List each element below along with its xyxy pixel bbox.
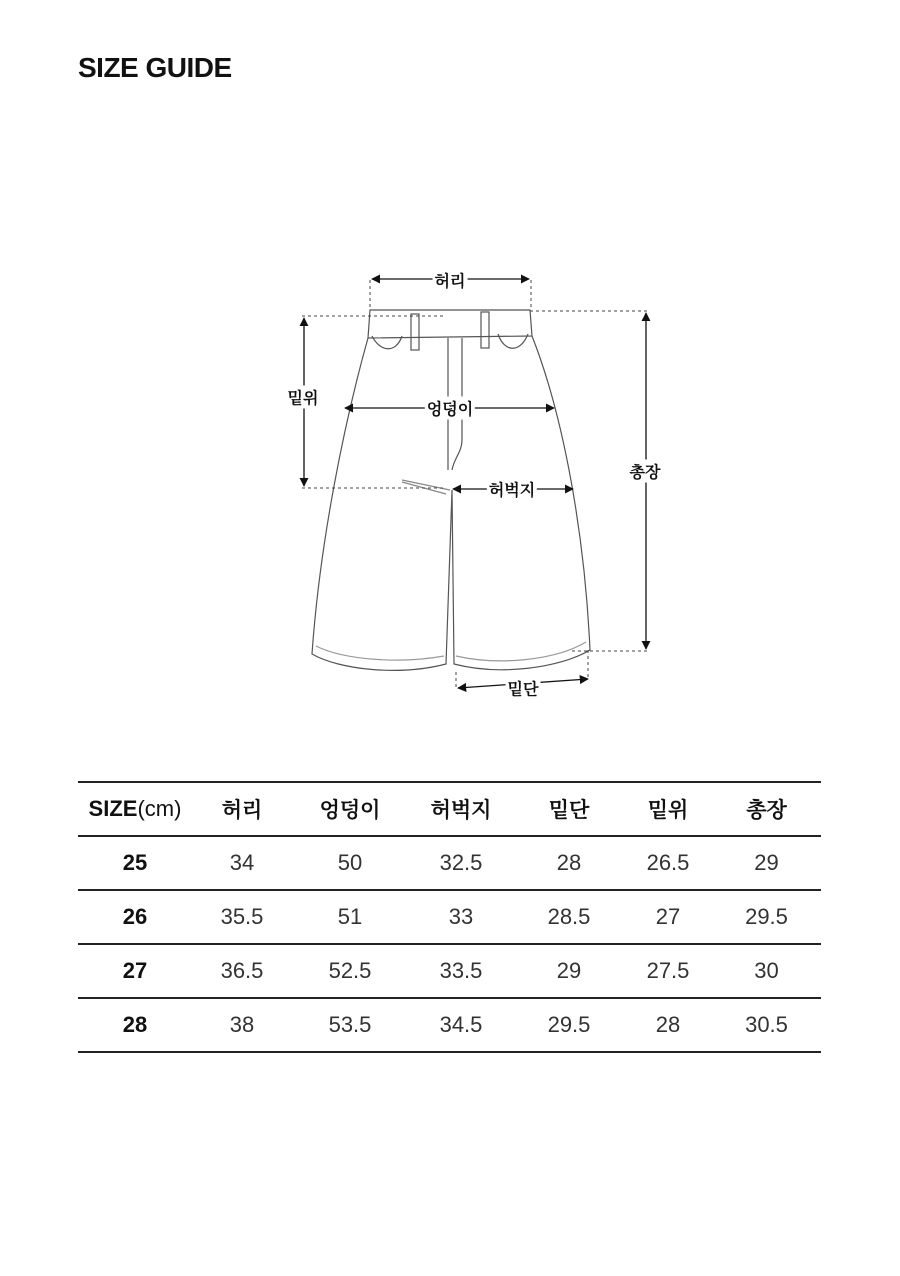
table-cell: 53.5 xyxy=(292,998,408,1052)
unit-label: (cm) xyxy=(137,796,182,821)
table-cell: 30 xyxy=(712,944,821,998)
table-cell: 29 xyxy=(712,836,821,890)
hem-label: 밑단 xyxy=(506,677,541,700)
column-header-hem: 밑단 xyxy=(514,782,624,836)
table-cell: 35.5 xyxy=(192,890,292,944)
table-cell: 34 xyxy=(192,836,292,890)
size-cell: 28 xyxy=(78,998,192,1052)
table-cell: 28.5 xyxy=(514,890,624,944)
column-header-thigh: 허벅지 xyxy=(408,782,514,836)
size-cell: 25 xyxy=(78,836,192,890)
table-row xyxy=(78,944,821,998)
table-cell: 27 xyxy=(624,890,712,944)
column-header-waist: 허리 xyxy=(192,782,292,836)
length-label: 총장 xyxy=(628,460,663,483)
table-cell: 34.5 xyxy=(408,998,514,1052)
table-cell: 33 xyxy=(408,890,514,944)
rise-label: 밑위 xyxy=(286,386,321,409)
table-cell: 52.5 xyxy=(292,944,408,998)
table-cell: 29 xyxy=(514,944,624,998)
table-row xyxy=(78,890,821,944)
size-table xyxy=(78,781,821,1053)
table-cell: 33.5 xyxy=(408,944,514,998)
table-cell: 29.5 xyxy=(712,890,821,944)
page-title: SIZE GUIDE xyxy=(78,52,232,83)
belt-loop-left xyxy=(411,314,419,350)
belt-loop-right xyxy=(481,312,489,348)
thigh-label: 허벅지 xyxy=(487,478,537,501)
shorts-silhouette xyxy=(312,336,590,670)
column-header-rise: 밑위 xyxy=(624,782,712,836)
table-cell: 50 xyxy=(292,836,408,890)
table-cell: 36.5 xyxy=(192,944,292,998)
table-cell: 27.5 xyxy=(624,944,712,998)
hip-label: 엉덩이 xyxy=(425,397,475,420)
size-column-header xyxy=(78,782,192,836)
table-cell: 38 xyxy=(192,998,292,1052)
table-cell: 29.5 xyxy=(514,998,624,1052)
size-cell: 26 xyxy=(78,890,192,944)
waistband-outline xyxy=(368,310,532,338)
column-header-hip: 엉덩이 xyxy=(292,782,408,836)
table-cell: 28 xyxy=(624,998,712,1052)
table-row xyxy=(78,836,821,890)
table-cell: 51 xyxy=(292,890,408,944)
table-row xyxy=(78,998,821,1052)
table-cell: 26.5 xyxy=(624,836,712,890)
table-header-row xyxy=(78,782,821,836)
size-cell: 27 xyxy=(78,944,192,998)
size-header-label: SIZE xyxy=(88,796,138,821)
column-header-length: 총장 xyxy=(712,782,821,836)
table-cell: 32.5 xyxy=(408,836,514,890)
table-cell: 30.5 xyxy=(712,998,821,1052)
table-cell: 28 xyxy=(514,836,624,890)
waist-label: 허리 xyxy=(433,269,468,292)
